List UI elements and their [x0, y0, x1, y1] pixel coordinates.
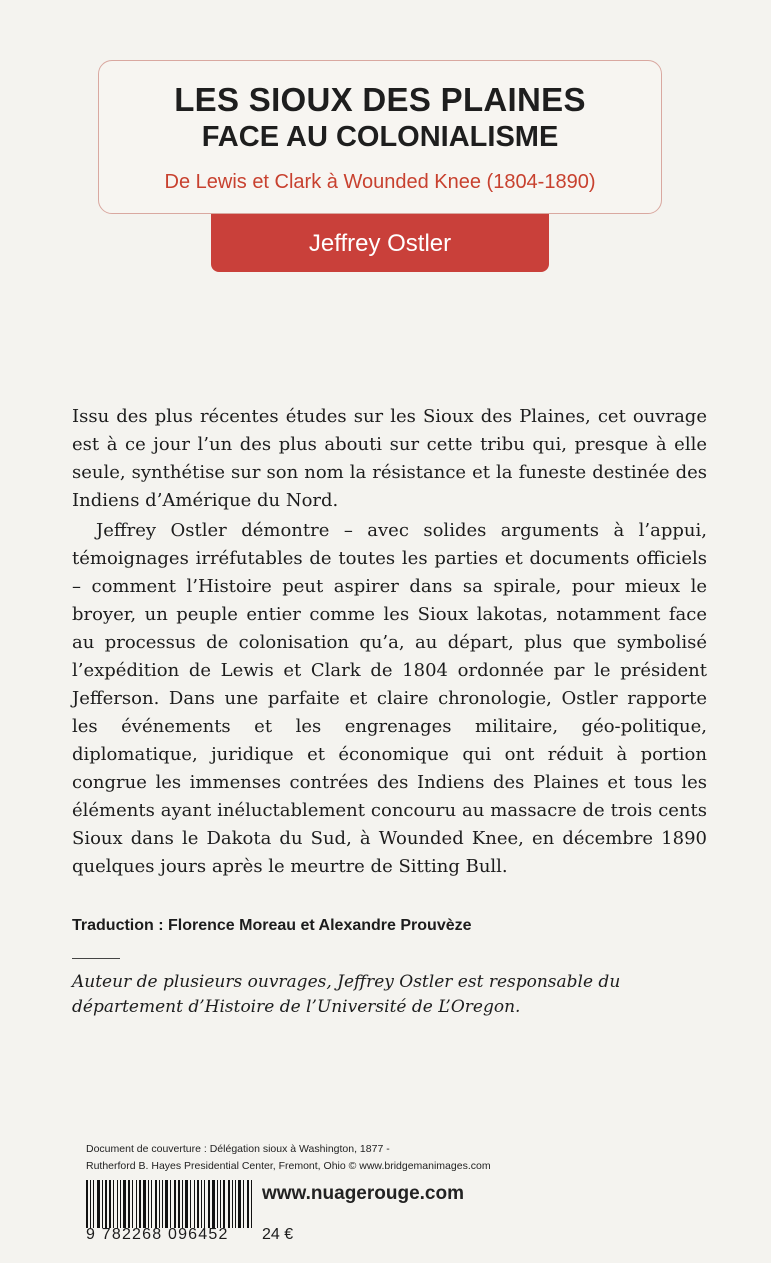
barcode-bar — [212, 1180, 215, 1228]
title-box — [98, 60, 662, 214]
barcode-bar — [120, 1180, 121, 1228]
isbn-number: 9 782268 096452 — [86, 1226, 229, 1243]
barcode-bar — [93, 1180, 94, 1228]
barcode-bar — [143, 1180, 146, 1228]
barcode-bar — [105, 1180, 107, 1228]
barcode-bar — [220, 1180, 221, 1228]
barcode-bar — [185, 1180, 188, 1228]
barcode-bar — [223, 1180, 225, 1228]
subtitle: De Lewis et Clark à Wounded Knee (1804-1890) — [164, 171, 596, 193]
barcode-bar — [109, 1180, 111, 1228]
barcode-bar — [148, 1180, 149, 1228]
barcode-bar — [208, 1180, 210, 1228]
title-line-1: LES SIOUX DES PLAINES — [174, 81, 586, 118]
author-name: Jeffrey Ostler — [308, 230, 452, 257]
barcode-bar — [136, 1180, 137, 1228]
barcode-bar — [251, 1180, 252, 1228]
barcode-bar — [102, 1180, 103, 1228]
barcode-bar — [228, 1180, 230, 1228]
price: 24 € — [262, 1226, 294, 1243]
barcode-bar — [217, 1180, 218, 1228]
blurb-paragraph-2: Jeffrey Ostler démontre – avec solides arguments à l’appui, témoignages irréfutables de toutes les parties et documents officiels – comment l’Histoire peut aspirer dans sa spirale, pour mieux le broyer, un peuple entier comme les Sioux lakotas, notamment face au processus de colonisation qu’a, au départ, plus que symbolisé l’expédition de Lewis et Clark de 1804 ordonnée par le président Jefferson. Dans une parfaite et claire chronologie, Ostler rapporte les événements et les engrenages militaire, géo-politique, diplomatique, juridique et économique qui ont réduit à portion congrue les immenses contrées des Indiens des Plaines et tous les éléments ayant inéluctablement concouru au massacre de trois cents Sioux dans le Dakota du Sud, à Wounded Knee, en décembre 1890 quelques jours après le meurtre de Sitting Bull. — [72, 520, 707, 877]
blurb-paragraph-1: Issu des plus récentes études sur les Sioux des Plaines, cet ouvrage est à ce jour l’un des plus abouti sur cette tribu qui, presque à elle seule, synthétise sur son nom la résistance et la funeste destinée des Indiens d’Amérique du Nord. — [72, 406, 707, 511]
barcode-bar — [155, 1180, 157, 1228]
barcode-bar — [123, 1180, 126, 1228]
barcode-bar — [165, 1180, 168, 1228]
barcode-bar — [235, 1180, 236, 1228]
barcode-bar — [190, 1180, 191, 1228]
barcode-bar — [132, 1180, 133, 1228]
barcode-bar — [139, 1180, 141, 1228]
barcode-bar — [174, 1180, 176, 1228]
barcode-bar — [238, 1180, 241, 1228]
barcode-bar — [182, 1180, 183, 1228]
barcode-bar — [194, 1180, 195, 1228]
barcode-bar — [97, 1180, 100, 1228]
barcode-bar — [201, 1180, 202, 1228]
publisher-website[interactable]: www.nuagerouge.com — [262, 1183, 464, 1204]
barcode-bar — [232, 1180, 233, 1228]
author-bio: Auteur de plusieurs ouvrages, Jeffrey Ostler est responsable du département d’Histoire de l’Université de L’Oregon. — [72, 972, 621, 1017]
divider — [72, 958, 120, 959]
barcode-bar — [159, 1180, 160, 1228]
author-banner — [211, 214, 549, 272]
barcode-bar — [178, 1180, 180, 1228]
barcode-bar — [243, 1180, 244, 1228]
barcode-bar — [197, 1180, 199, 1228]
barcode-bar — [117, 1180, 118, 1228]
translation-credit: Traduction : Florence Moreau et Alexandre Prouvèze — [72, 917, 472, 934]
barcode-bar — [86, 1180, 88, 1228]
barcode-bar — [128, 1180, 130, 1228]
barcode-bar — [204, 1180, 205, 1228]
barcode-bar — [247, 1180, 249, 1228]
title-line-2: FACE AU COLONIALISME — [201, 121, 559, 153]
barcode-bar — [113, 1180, 114, 1228]
barcode — [86, 1180, 252, 1228]
barcode-bar — [170, 1180, 171, 1228]
cover-credit-line-1: Document de couverture : Délégation sioux à Washington, 1877 - — [86, 1143, 390, 1155]
barcode-bar — [151, 1180, 152, 1228]
barcode-bar — [90, 1180, 91, 1228]
barcode-bar — [162, 1180, 163, 1228]
cover-credit-line-2: Rutherford B. Hayes Presidential Center, Fremont, Ohio © www.bridgemanimages.com — [86, 1160, 491, 1172]
